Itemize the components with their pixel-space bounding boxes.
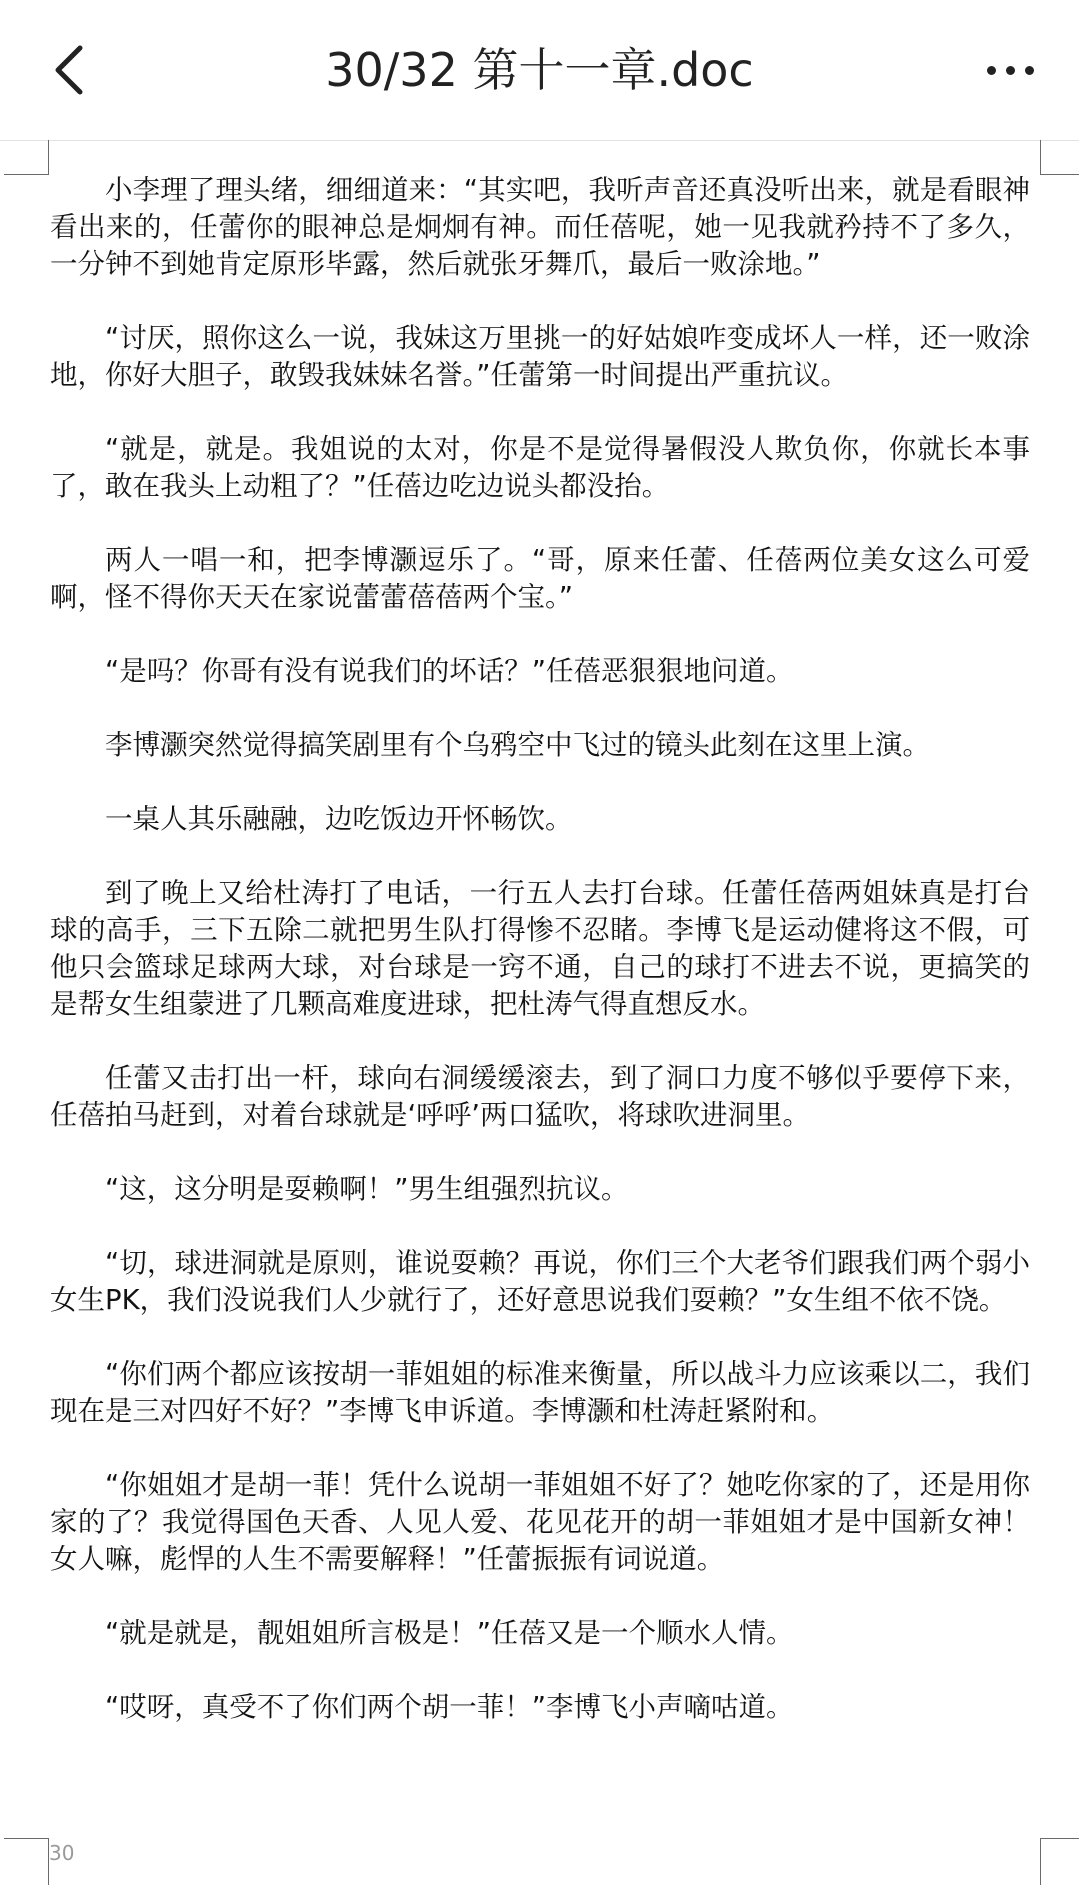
top-bar xyxy=(0,0,1079,141)
page-corner-mark-top-right xyxy=(1040,140,1079,175)
back-button[interactable] xyxy=(30,30,110,110)
paragraph: “就是，就是。我姐说的太对，你是不是觉得暑假没人欺负你，你就长本事了，敢在我头上动粗了？”任蓓边吃边说头都没抬。 xyxy=(50,433,1030,502)
paragraph: “讨厌，照你这么一说，我妹这万里挑一的好姑娘咋变成坏人一样，还一败涂地，你好大胆子，敢毁我妹妹名誉。”任蕾第一时间提出严重抗议。 xyxy=(50,322,1030,391)
paragraph: “就是就是，靓姐姐所言极是！”任蓓又是一个顺水人情。 xyxy=(105,1617,794,1649)
page-corner-mark-bottom-left xyxy=(4,1838,49,1885)
paragraph: 到了晚上又给杜涛打了电话，一行五人去打台球。任蕾任蓓两姐妹真是打台球的高手，三下五除二就把男生队打得惨不忍睹。李博飞是运动健将这不假，可他只会篮球足球两大球，对台球是一窍不通，自己的球打不进去不说，更搞笑的是帮女生组蒙进了几颗高难度进球，把杜涛气得直想反水。 xyxy=(50,877,1030,1020)
paragraph: 任蕾又击打出一杆，球向右洞缓缓滚去，到了洞口力度不够似乎要停下来，任蓓拍马赶到，对着台球就是‘呼呼’两口猛吹，将球吹进洞里。 xyxy=(50,1062,1030,1131)
paragraph: “你们两个都应该按胡一菲姐姐的标准来衡量，所以战斗力应该乘以二，我们现在是三对四好不好？”李博飞申诉道。李博灏和杜涛赶紧附和。 xyxy=(50,1358,1030,1427)
paragraph: “哎呀，真受不了你们两个胡一菲！”李博飞小声嘀咕道。 xyxy=(105,1691,794,1723)
page-number: 30 xyxy=(49,1841,75,1865)
document-body xyxy=(50,172,1030,1763)
paragraph: 李博灏突然觉得搞笑剧里有个乌鸦空中飞过的镜头此刻在这里上演。 xyxy=(105,729,930,761)
page-corner-mark-bottom-right xyxy=(1040,1838,1079,1885)
chevron-left-icon xyxy=(50,42,90,98)
more-options-button[interactable] xyxy=(970,30,1050,110)
paragraph: “这，这分明是耍赖啊！”男生组强烈抗议。 xyxy=(105,1173,629,1205)
document-title: 30/32 第十一章.doc xyxy=(325,43,754,97)
paragraph: 小李理了理头绪，细细道来：“其实吧，我听声音还真没听出来，就是看眼神看出来的，任蕾你的眼神总是炯炯有神。而任蓓呢，她一见我就矜持不了多久，一分钟不到她肯定原形毕露，然后就张牙舞爪，最后一败涂地。” xyxy=(50,174,1030,280)
paragraph: 两人一唱一和，把李博灏逗乐了。“哥，原来任蕾、任蓓两位美女这么可爱啊，怪不得你天天在家说蕾蕾蓓蓓两个宝。” xyxy=(50,544,1030,613)
paragraph: “切，球进洞就是原则，谁说耍赖？再说，你们三个大老爷们跟我们两个弱小女生PK，我们没说我们人少就行了，还好意思说我们耍赖？”女生组不依不饶。 xyxy=(50,1247,1030,1316)
paragraph: 一桌人其乐融融，边吃饭边开怀畅饮。 xyxy=(105,803,573,835)
paragraph: “你姐姐才是胡一菲！凭什么说胡一菲姐姐不好了？她吃你家的了，还是用你家的了？我觉得国色天香、人见人爱、花见花开的胡一菲姐姐才是中国新女神！女人嘛，彪悍的人生不需要解释！”任蕾振振有词说道。 xyxy=(50,1469,1030,1575)
more-dots-icon xyxy=(987,66,996,75)
page-corner-mark-top-left xyxy=(4,140,49,175)
paragraph: “是吗？你哥有没有说我们的坏话？”任蓓恶狠狠地问道。 xyxy=(105,655,794,687)
